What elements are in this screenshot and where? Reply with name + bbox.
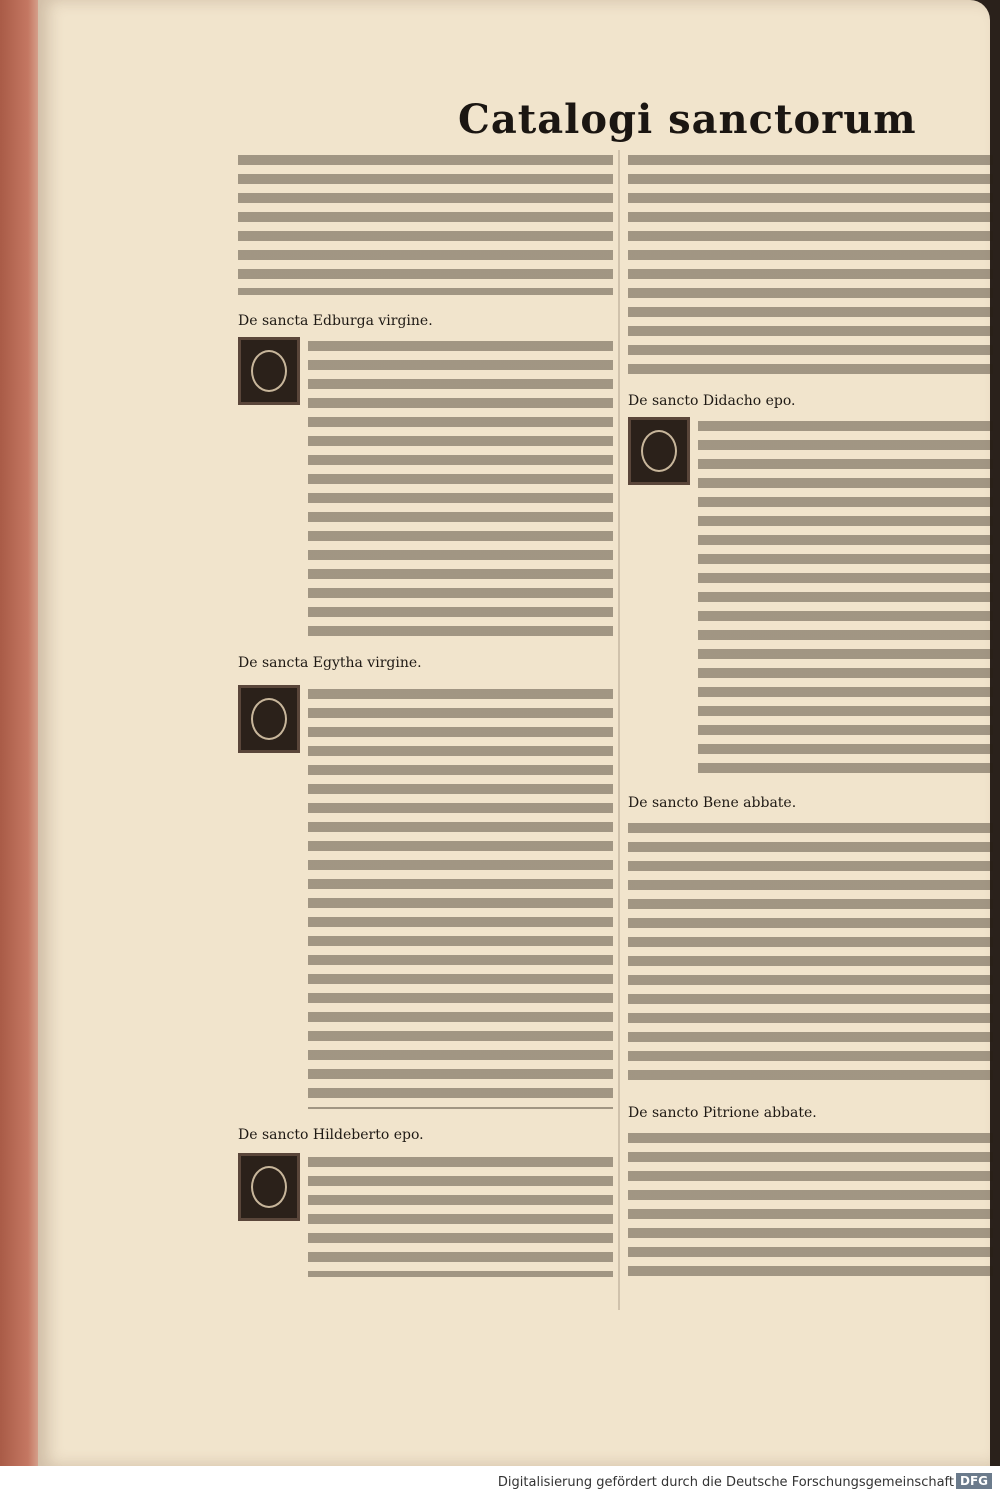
initial-letter <box>238 337 300 405</box>
section-heading: De sancta Egytha virgine. <box>238 655 422 671</box>
text-block <box>308 341 613 641</box>
section-heading: De sancto Didacho epo. <box>628 393 796 409</box>
initial-letter <box>238 1153 300 1221</box>
column-gutter <box>618 150 620 1310</box>
text-block <box>628 155 993 375</box>
page-header: Catalogi sanctorum <box>458 96 917 143</box>
footer-credit: Digitalisierung gefördert durch die Deutsche Forschungsgemeinschaft <box>497 1475 954 1490</box>
left-column <box>238 145 613 1295</box>
section-heading: De sancto Pitrione abbate. <box>628 1105 817 1121</box>
text-block <box>628 823 993 1083</box>
section-heading: De sancto Bene abbate. <box>628 795 797 811</box>
initial-letter <box>628 417 690 485</box>
book-page <box>38 0 990 1466</box>
text-block <box>628 1133 993 1283</box>
dfg-logo: DFG <box>956 1473 992 1489</box>
initial-letter <box>238 685 300 753</box>
footer <box>0 1466 1000 1498</box>
section-heading: De sancto Hildeberto epo. <box>238 1127 424 1143</box>
text-block <box>698 421 993 781</box>
right-column <box>628 145 993 1295</box>
text-block <box>308 1157 613 1277</box>
text-block <box>308 689 613 1109</box>
section-heading: De sancta Edburga virgine. <box>238 313 433 329</box>
text-block <box>238 155 613 295</box>
